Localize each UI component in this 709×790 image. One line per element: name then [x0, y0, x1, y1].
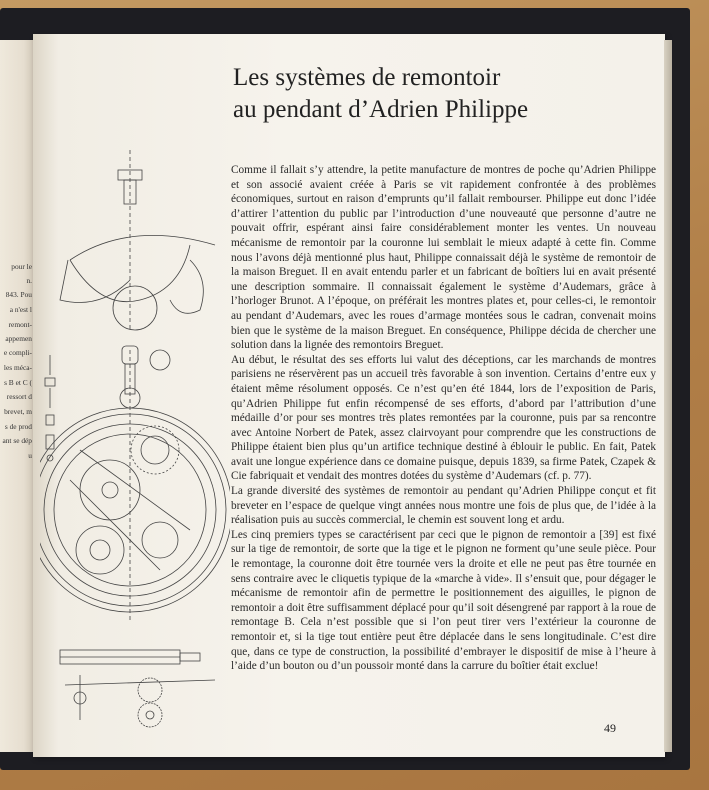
page-number: 49	[604, 721, 616, 735]
left-page-fragment: n.	[26, 276, 32, 285]
left-page-fragment: 843. Pou	[5, 290, 32, 299]
paragraph-2: Au début, le résultat des ses efforts lui valut des déceptions, car les marchands de montres parisiens ne réservèrent pas un accueil très favorable à son invention. Certains d’entre eux y étaient même résolument opposés. Ce n’est qu’en été 1844, lors de l’exposition de Paris, qu’Adrien Philippe fut enfin récompensé de ses efforts, d’abord par l’attribution d’une médaille d’or pour ses montres très plates remontées par la couronne, puis par sa rencontre avec Antoine Norbert de Patek, assez clairvoyant pour comprendre que les constructions de Philippe étaient bien plus qu’un artifice technique destiné à éblouir le public. En fait, Patek avait une longue expérience dans ce domaine puisque, depuis 1839, sa firme Patek, Czapek & Cie fabriquait et vendait des montres dotées du système d’Audemars (cf. p. 77).	[231, 353, 656, 483]
page-title	[233, 62, 653, 126]
left-page-fragment: pour le	[11, 262, 32, 271]
page-edge	[664, 40, 672, 752]
paragraph-3: La grande diversité des systèmes de remontoir au pendant qu’Adrien Philippe conçut et fit breveter en l’espace de quelque vingt années nous montre une fois de plus que, de l’idée à la réalisation puis au succès commercial, le chemin est souvent long et ardu.	[231, 485, 656, 527]
title-line-2: au pendant d’Adrien Philippe	[233, 96, 529, 123]
left-page-fragment: brevet, m	[4, 407, 32, 416]
left-page-fragment: remont-	[8, 320, 32, 329]
left-page-fragment: e compli-	[3, 348, 32, 357]
left-page	[0, 40, 34, 752]
article-body	[231, 163, 656, 674]
left-page-fragment: ressort d	[6, 392, 32, 401]
small-parts-drawing	[45, 355, 55, 461]
crown-stem-drawing	[60, 150, 215, 370]
title-line-1: Les systèmes de remontoir	[233, 64, 501, 91]
left-page-fragment: appemen	[5, 334, 32, 343]
pocket-watch-drawing	[40, 346, 230, 620]
left-page-fragment: ant se dép	[2, 436, 32, 445]
left-page-fragment: u	[28, 451, 32, 460]
left-page-fragment: a n'est l	[9, 305, 32, 314]
paragraph-1: Comme il fallait s’y attendre, la petite manufacture de montres de poche qu’Adrien Philippe et son associé avaient créée à Paris se vit rapidement confrontée à des problèmes économiques, surtout en raison d’emprunts qu’il fallait rembourser. Philippe eut donc l’idée d’attirer l’attention du public par l’introduction d’une nouveauté que personne d’autre ne pouvait offrir, espérant ainsi faire considérablement monter les ventes. Un nouveau mécanisme de remontoir par la couronne lui semblait le mieux adapté à cette fin. Comme nous l’avons déjà mentionné plus haut, Philippe connaissait déjà le système de remontoir de la maison Breguet. Il en avait entendu parler et un fabricant de boîtiers lui en avait présenté une description sommaire. Il connaissait également le système d’Audemars, grâce à l’horloger Brunot. A l’époque, on préférait les montres plates et, pour celles-ci, le remontoir au pendant d’Audemars, avec les roues d’armage montées sous le cadran, convenait moins bien que le système de la maison Breguet. En conséquence, Philippe décida de chercher une solution dans la lignée des remontoirs Breguet.	[231, 164, 656, 352]
left-page-fragment: s de prod	[4, 422, 32, 431]
watch-mechanism-illustration	[40, 150, 230, 730]
paragraph-4: Les cinq premiers types se caractérisent par ceci que le pignon de remontoir a [39] est fixé sur la tige de remontoir, de sorte que la tige et le pignon ne forment qu’une seule pièce. Pour le remontage, la couronne doit être tournée vers la droite et elle ne peut pas être tournée en sens contraire avec le cliquetis typique de la «marche à vide». Il s’ensuit que, pour dégager le mécanisme de remontoir afin de permettre le positionnement des aiguilles, le pignon de remontoir a doit être suffisamment déplacé pour qu’il soit désengrené par rapport à la roue de remontage B. Cela n’est possible que si l’on peut tirer vers l’extérieur la couronne de remontoir et, si la tige tout entière peut être déplacée dans le sens longitudinale. C’est dire que, dans ce type de construction, la possibilité d’embrayer le dispositif de mise à l’heure à l’aide d’un bouton ou d’un poussoir monté dans la carrure du boîtier était exclue!	[231, 528, 656, 673]
left-page-fragment: les méca-	[3, 363, 32, 372]
winding-parts-drawing	[60, 650, 215, 727]
left-page-fragment: s B et C (	[4, 378, 32, 387]
